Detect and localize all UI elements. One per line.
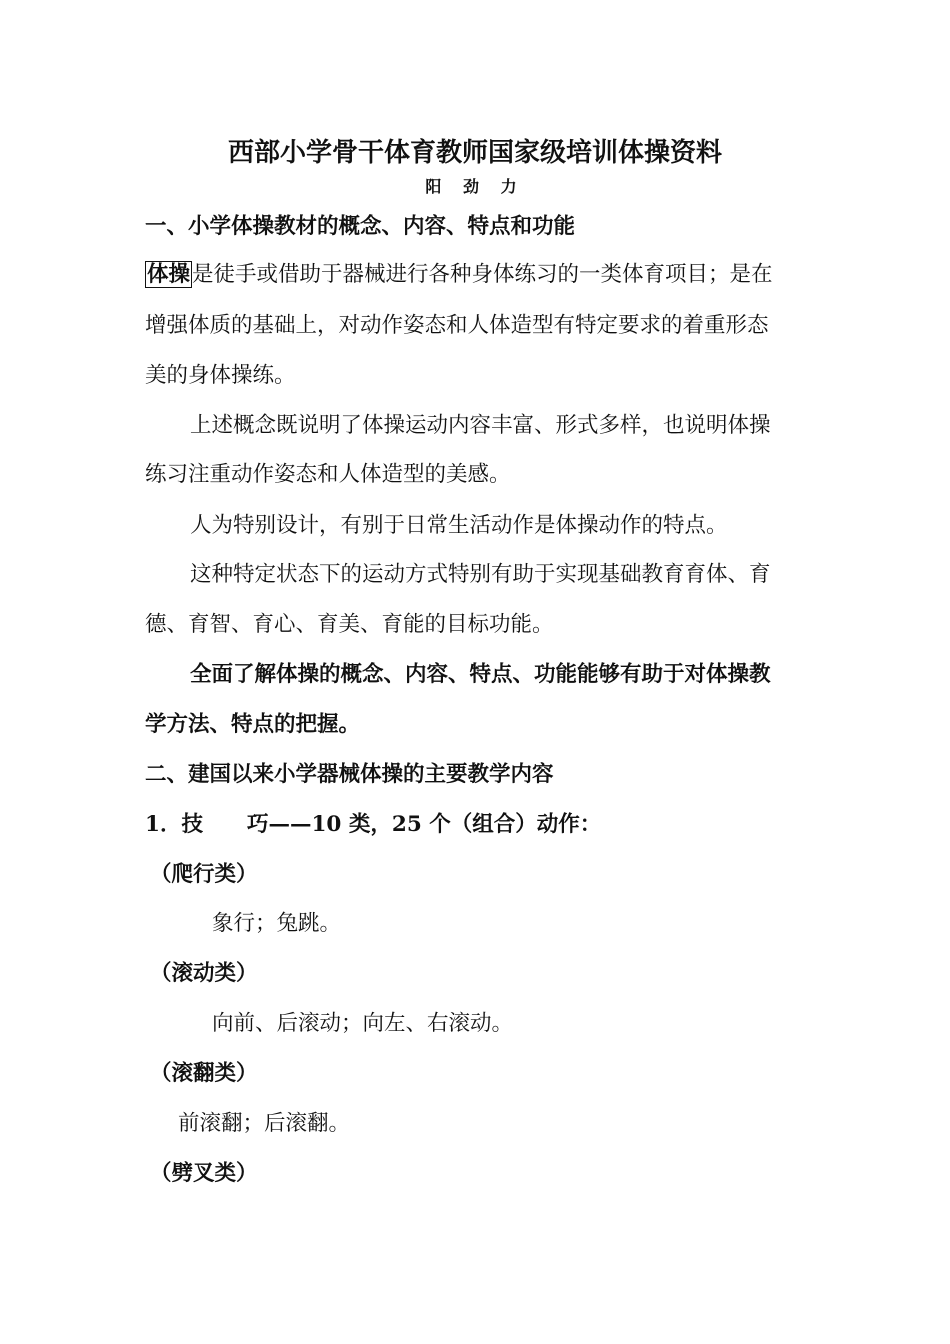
item-1-prefix: 1．技: [145, 812, 203, 837]
category-label: （滚动类）: [150, 961, 258, 986]
category-label: （爬行类）: [150, 862, 258, 887]
item-1-heading: [145, 810, 601, 840]
term-highlight: 体操: [147, 262, 191, 287]
category-label: （滚翻类）: [150, 1061, 258, 1086]
paragraph-5-line-1: 全面了解体操的概念、内容、特点、功能能够有助于对体操教: [190, 662, 771, 687]
category-content: 向前、后滚动；向左、右滚动。: [212, 1011, 514, 1036]
document-title: 西部小学骨干体育教师国家级培训体操资料: [227, 138, 722, 168]
paragraph-3: 人为特别设计，有别于日常生活动作是体操动作的特点。: [190, 513, 728, 538]
document-author: 阳 劲 力: [425, 177, 525, 196]
paragraph-4-line-1: 这种特定状态下的运动方式特别有助于实现基础教育育体、育: [190, 562, 771, 587]
paragraph-1-line-2: 增强体质的基础上，对动作姿态和人体造型有特定要求的着重形态: [145, 313, 769, 338]
section2-heading: 二、建国以来小学器械体操的主要教学内容: [145, 762, 554, 787]
paragraph-1-line-1: [145, 260, 773, 290]
category-content: 象行；兔跳。: [212, 911, 342, 936]
item-1-rest: 巧——10 类，25 个（组合）动作：: [246, 812, 602, 837]
paragraph-1-line-3: 美的身体操练。: [145, 363, 296, 388]
section1-heading: 一、小学体操教材的概念、内容、特点和功能: [145, 214, 576, 239]
paragraph-5-line-2: 学方法、特点的把握。: [145, 712, 361, 737]
paragraph-4-line-2: 德、育智、育心、育美、育能的目标功能。: [145, 612, 554, 637]
paragraph-1-line-1-text: 是徒手或借助于器械进行各种身体练习的一类体育项目；是在: [192, 262, 773, 287]
category-label: （劈叉类）: [150, 1161, 258, 1186]
paragraph-2-line-2: 练习注重动作姿态和人体造型的美感。: [145, 462, 511, 487]
category-content: 前滚翻；后滚翻。: [178, 1111, 351, 1136]
paragraph-2-line-1: 上述概念既说明了体操运动内容丰富、形式多样，也说明体操: [190, 413, 771, 438]
